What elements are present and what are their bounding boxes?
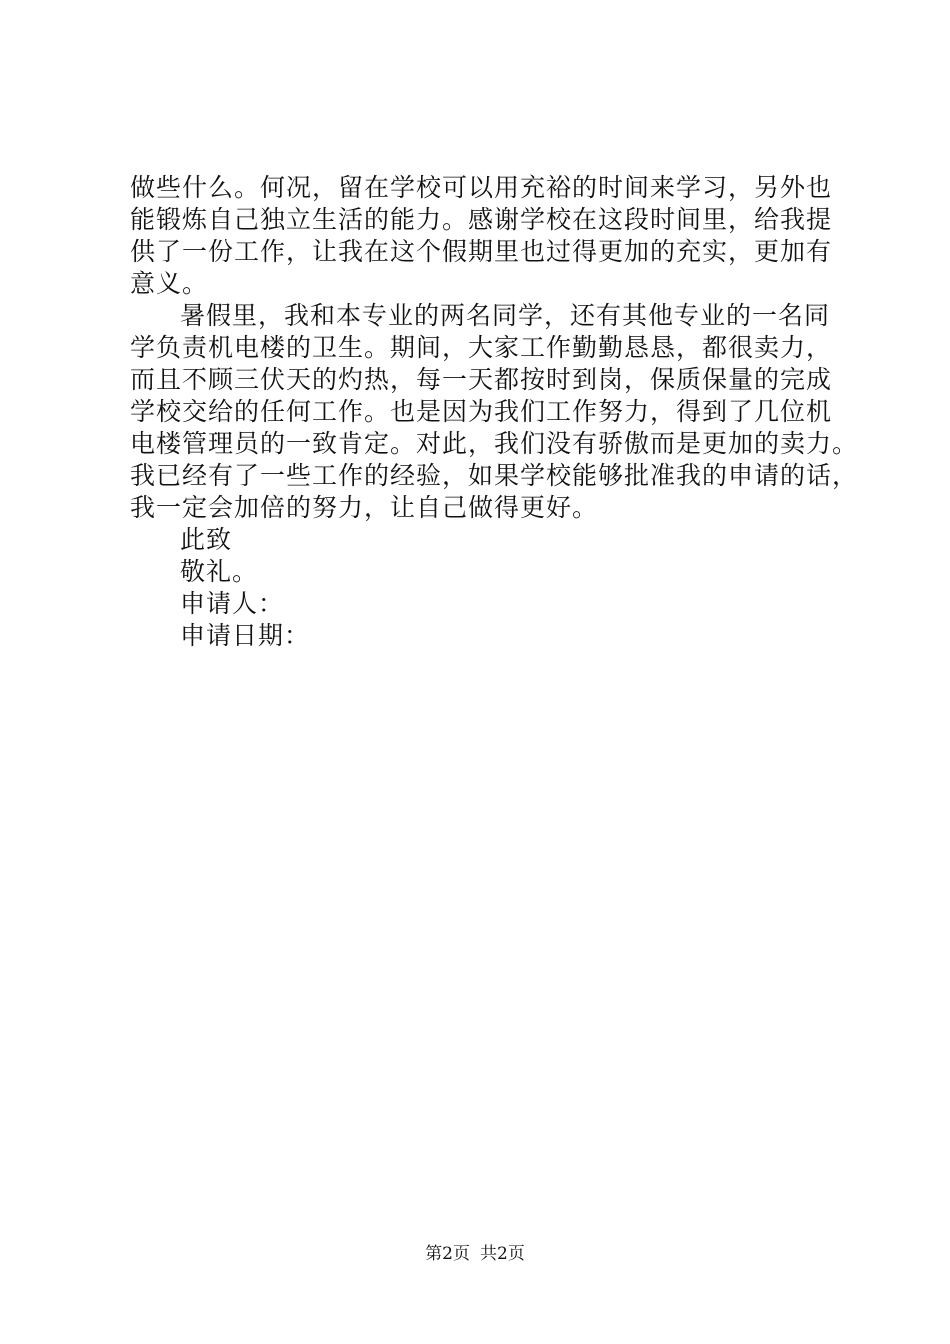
body-line: 供了一份工作，让我在这个假期里也过得更加的充实，更加有 bbox=[130, 237, 833, 266]
body-line: 学校交给的任何工作。也是因为我们工作努力，得到了几位机 bbox=[130, 397, 833, 426]
body-line: 而且不顾三伏天的灼热，每一天都按时到岗，保质保量的完成 bbox=[130, 365, 833, 394]
body-line: 意义。 bbox=[130, 269, 209, 298]
body-line: 做些什么。何况，留在学校可以用充裕的时间来学习，另外也 bbox=[130, 173, 833, 202]
closing-regards: 敬礼。 bbox=[180, 557, 259, 586]
page-footer bbox=[0, 1243, 950, 1265]
page-number-current: 第2页 bbox=[425, 1244, 470, 1264]
application-date-label: 申请日期： bbox=[180, 621, 311, 650]
applicant-label: 申请人： bbox=[180, 589, 285, 618]
letter-body bbox=[130, 172, 859, 652]
body-line: 电楼管理员的一致肯定。对此，我们没有骄傲而是更加的卖力。 bbox=[130, 429, 859, 458]
page-number-total: 共2页 bbox=[480, 1244, 525, 1264]
body-line: 学负责机电楼的卫生。期间，大家工作勤勤恳恳，都很卖力， bbox=[130, 333, 833, 362]
body-line: 我已经有了一些工作的经验，如果学校能够批准我的申请的话， bbox=[130, 461, 859, 490]
body-line: 能锻炼自己独立生活的能力。感谢学校在这段时间里，给我提 bbox=[130, 205, 833, 234]
body-line: 我一定会加倍的努力，让自己做得更好。 bbox=[130, 493, 599, 522]
paragraph-start-line: 暑假里，我和本专业的两名同学，还有其他专业的一名同 bbox=[180, 301, 831, 330]
closing-salutation: 此致 bbox=[180, 525, 233, 554]
